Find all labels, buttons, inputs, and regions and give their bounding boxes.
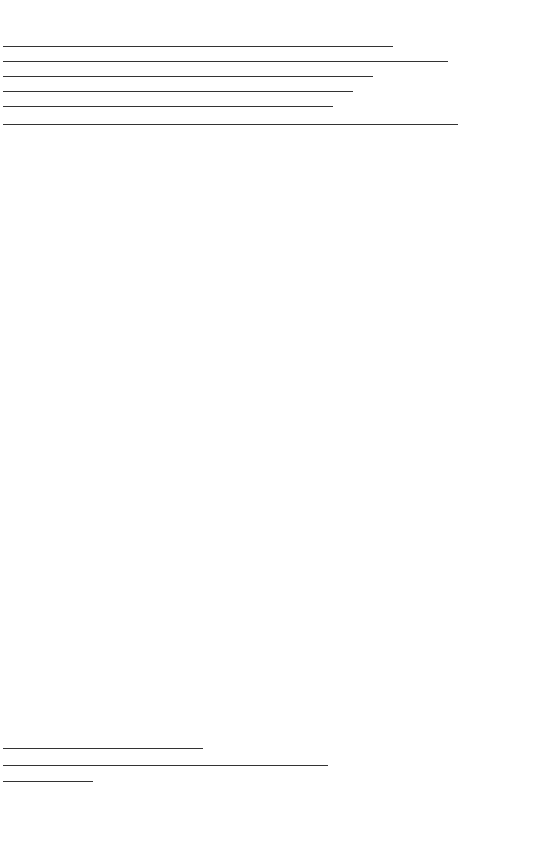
fill-line[interactable] (3, 780, 93, 782)
fill-line[interactable] (3, 764, 328, 766)
field-psychologist (0, 771, 93, 785)
field-illnesses (0, 738, 203, 752)
field-adaptation-assessment (0, 755, 328, 769)
fill-line[interactable] (3, 747, 203, 749)
